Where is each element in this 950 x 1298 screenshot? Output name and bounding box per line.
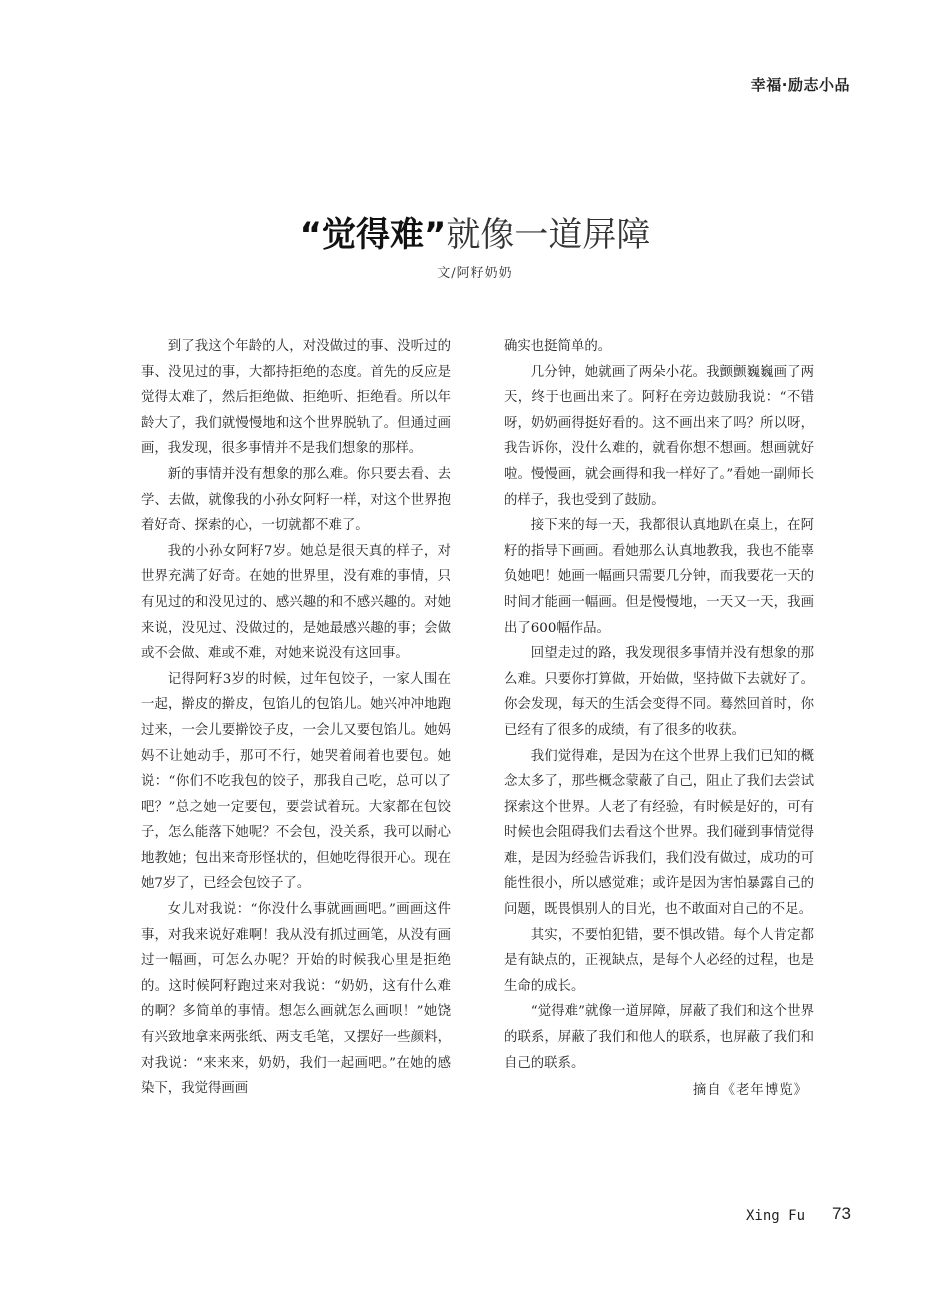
paragraph: 回望走过的路，我发现很多事情并没有想象的那么难。只要你打算做，开始做，坚持做下去就好了。你会发现，每天的生活会变得不同。蓦然回首时，你已经有了很多的成绩，有了很多的收获。 <box>504 646 814 738</box>
paragraph: 记得阿籽3岁的时候，过年包饺子，一家人围在一起，擀皮的擀皮，包馅儿的包馅儿。她兴冲冲地跑过来，一会儿要擀饺子皮，一会儿又要包馅儿。她妈妈不让她动手，那可不行，她哭着闹着也要包。她说：“你们不吃我包的饺子，那我自己吃，总可以了吧？”总之她一定要包，要尝试着玩。大家都在包饺子，怎么能落下她呢？不会包，没关系，我可以耐心地教她；包出来奇形怪状的，但她吃得很开心。现在她7岁了，已经会包饺子了。 <box>141 671 451 892</box>
paragraph: 我的小孙女阿籽7岁。她总是很天真的样子，对世界充满了好奇。在她的世界里，没有难的事情，只有见过的和没见过的、感兴趣的和不感兴趣的。对她来说，没见过、没做过的，是她最感兴趣的事；会做或不会做、难或不难，对她来说没有这回事。 <box>141 543 451 662</box>
paragraph: 几分钟，她就画了两朵小花。我颤颤巍巍画了两天，终于也画出来了。阿籽在旁边鼓励我说：“不错呀，奶奶画得挺好看的。这不画出来了吗？所以呀，我告诉你，没什么难的，就看你想不想画。想画就好啦。慢慢画，就会画得和我一样好了。”看她一副师长的样子，我也受到了鼓励。 <box>504 364 814 508</box>
article-title-quoted: “觉得难” <box>299 215 447 255</box>
paragraph: 接下来的每一天，我都很认真地趴在桌上，在阿籽的指导下画画。看她那么认真地教我，我也不能辜负她吧！她画一幅画只需要几分钟，而我要花一天的时间才能画一幅画。但是慢慢地，一天又一天，我画出了600幅作品。 <box>504 518 814 636</box>
paragraph: 新的事情并没有想象的那么难。你只要去看、去学、去做，就像我的小孙女阿籽一样，对这个世界抱着好奇、探索的心，一切就都不难了。 <box>141 466 451 534</box>
article-title <box>0 207 950 256</box>
paragraph-continuation: 确实也挺简单的。 <box>504 339 612 354</box>
paragraph: “觉得难”就像一道屏障，屏蔽了我们和这个世界的联系，屏蔽了我们和他人的联系，也屏蔽了我们和自己的联系。 <box>504 1004 814 1071</box>
page-number: 73 <box>832 1204 851 1223</box>
footer-magazine-name: Xing Fu <box>746 1208 806 1224</box>
right-column <box>504 334 814 1104</box>
paragraph: 我们觉得难，是因为在这个世界上我们已知的概念太多了，那些概念蒙蔽了自己，阻止了我们去尝试探索这个世界。人老了有经验，有时候是好的，可有时候也会阻碍我们去看这个世界。我们碰到事情觉得难，是因为经验告诉我们，我们没有做过，成功的可能性很小，所以感觉难；或许是因为害怕暴露自己的问题，既畏惧别人的目光，也不敢面对自己的不足。 <box>504 748 814 918</box>
paragraph: 到了我这个年龄的人，对没做过的事、没听过的事、没见过的事，大都持拒绝的态度。首先的反应是觉得太难了，然后拒绝做、拒绝听、拒绝看。所以年龄大了，我们就慢慢地和这个世界脱轨了。但通过画画，我发现，很多事情并不是我们想象的那样。 <box>141 339 451 457</box>
section-label: 幸福·励志小品 <box>750 76 850 94</box>
paragraph: 其实，不要怕犯错，要不惧改错。每个人肯定都是有缺点的，正视缺点，是每个人必经的过程，也是生命的成长。 <box>504 927 814 994</box>
article-title-rest: 就像一道屏障 <box>446 215 651 255</box>
paragraph: 女儿对我说：“你没什么事就画画吧。”画画这件事，对我来说好难啊！我从没有抓过画笔，从没有画过一幅画，可怎么办呢？开始的时候我心里是拒绝的。这时候阿籽跑过来对我说：“奶奶，这有什么难的啊？多简单的事情。想怎么画就怎么画呗！”她饶有兴致地拿来两张纸、两支毛笔，又摆好一些颜料，对我说：“来来来，奶奶，我们一起画吧。”在她的感染下，我觉得画画 <box>141 902 451 1097</box>
left-column <box>141 334 451 1102</box>
article-author: 文/阿籽奶奶 <box>437 266 513 281</box>
source-citation: 摘自《老年博览》 <box>692 1083 808 1099</box>
